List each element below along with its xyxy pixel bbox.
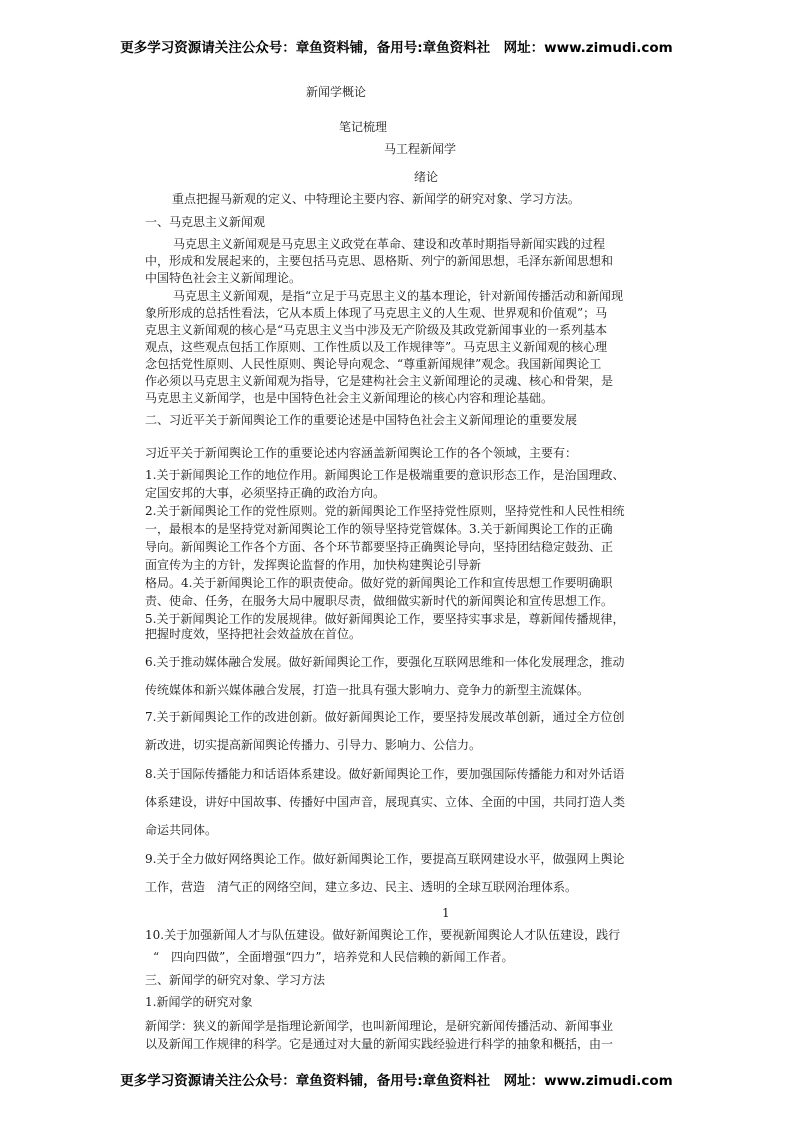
text-line: 10.关于加强新闻人才与队伍建设。做好新闻舆论工作，要视新闻舆论人才队伍建设，践行 [145, 928, 621, 942]
text-line: 中，形成和发展起来的，主要包括马克思、恩格斯、列宁的新闻思想，毛泽东新闻思想和 [145, 254, 614, 268]
text-line: 克思主义新闻观的核心是“马克思主义当中涉及无产阶级及其政党新闻事业的一系列基本 [145, 323, 608, 337]
chapter-title: 绪论 [414, 170, 439, 184]
focus-paragraph: 重点把握马新观的定义、中特理论主要内容、新闻学的研究对象、学习方法。 [172, 192, 581, 206]
footer-banner: 更多学习资源请关注公众号：章鱼资料铺，备用号:章鱼资料社 网址：www.zimudi.com [120, 1073, 673, 1089]
text-line: 命运共同体。 [145, 823, 218, 837]
text-line: 9.关于全力做好网络舆论工作。做好新闻舆论工作，要提高互联网建设水平，做强网上舆论 [145, 852, 625, 866]
text-line: 作必须以马克思主义新闻观为指导，它是建构社会主义新闻理论的灵魂、核心和骨架，是 [145, 374, 614, 388]
text-line: 7.关于新闻舆论工作的改进创新。做好新闻舆论工作，要坚持发展改革创新，通过全方位创 [145, 710, 625, 724]
list-item-7 [145, 708, 624, 754]
section-heading-1: 一、马克思主义新闻观 [145, 215, 266, 229]
header-banner: 更多学习资源请关注公众号：章鱼资料铺，备用号:章鱼资料社 网址：www.zimudi.com [120, 40, 673, 56]
text-line: “ 四向四做”，全面增强“四力”，培养党和人民信赖的新闻工作者。 [153, 950, 514, 964]
text-line: 马克思主义新闻学，也是中国特色社会主义新闻理论的核心内容和理论基础。 [145, 391, 554, 405]
section-heading-3: 三、新闻学的研究对象、学习方法 [145, 973, 326, 987]
section2-intro: 习近平关于新闻舆论工作的重要论述内容涵盖新闻舆论工作的各个领域，主要有： [145, 446, 578, 460]
item5-continuation: 把握时度效，坚持把社会效益放在首位。 [145, 627, 362, 641]
text-line: 5.关于新闻舆论工作的发展规律。做好新闻舆论工作，要坚持实事求是，尊新闻传播规律， [145, 612, 625, 626]
text-line: 8.关于国际传播能力和话语体系建设。做好新闻舆论工作，要加强国际传播能力和对外话语 [145, 767, 625, 781]
text-line: 导向。新闻舆论工作各个方面、各个环节都要坚持正确舆论导向，坚持团结稳定鼓劲、正 [145, 540, 614, 554]
text-line: 责、使命、任务，在服务大局中履职尽责，做细做实新时代的新闻舆论和宣传思想工作。 [145, 594, 614, 608]
text-line: 马克思主义新闻观，是指“立足于马克思主义的基本理论，针对新闻传播活动和新闻现 [173, 289, 624, 303]
text-line: 马克思主义新闻观是马克思主义政党在革命、建设和改革时期指导新闻实践的过程 [173, 237, 606, 251]
text-line: 观点，这些观点包括工作原则、工作性质以及工作规律等”。马克思主义新闻观的核心理 [145, 340, 608, 354]
text-line: 新闻学：狭义的新闻学是指理论新闻学，也叫新闻理论，是研究新闻传播活动、新闻事业 [145, 1019, 614, 1033]
text-line: 传统媒体和新兴媒体融合发展，打造一批具有强大影响力、竞争力的新型主流媒体。 [145, 683, 590, 697]
text-line: 1.关于新闻舆论工作的地位作用。新闻舆论工作是极端重要的意识形态工作，是治国理政、 [145, 468, 625, 482]
text-line: 体系建设，讲好中国故事、传播好中国声音，展现真实、立体、全面的中国，共同打造人类 [145, 795, 626, 809]
text-line: 念包括党性原则、人民性原则、舆论导向观念、“尊重新闻规律”观念。我国新闻舆论工 [145, 357, 602, 371]
text-line: 以及新闻工作规律的科学。它是通过对大量的新闻实践经验进行科学的抽象和概括，由一 [145, 1037, 614, 1051]
text-line: 定国安邦的大事，必须坚持正确的政治方向。 [145, 486, 386, 500]
page-number: 1 [442, 906, 450, 920]
text-line: 象所形成的总括性看法，它从本质上体现了马克思主义的人生观、世界观和价值观”；马 [145, 306, 608, 320]
text-line: 工作，营造 清气正的网络空间，建立多边、民主、透明的全球互联网治理体系。 [145, 880, 578, 894]
document-subtitle-textbook: 马工程新闻学 [384, 142, 457, 156]
text-line: 2.关于新闻舆论工作的党性原则。党的新闻舆论工作坚持党性原则，坚持党性和人民性相统 [145, 504, 625, 518]
section-heading-2: 二、习近平关于新闻舆论工作的重要论述是中国特色社会主义新闻理论的重要发展 [145, 413, 578, 427]
section1-paragraph-1 [145, 236, 613, 287]
list-item-6 [145, 653, 624, 699]
text-line: 一，最根本的是坚持党对新闻舆论工作的领导坚持党管媒体。3.关于新闻舆论工作的正确 [145, 522, 613, 536]
document-title: 新闻学概论 [306, 85, 367, 99]
text-line: 新改进，切实提高新闻舆论传播力、引导力、影响力、公信力。 [145, 738, 482, 752]
section1-paragraph-2 [145, 288, 623, 407]
text-line: 面宣传为主的方针，发挥舆论监督的作用，加快构建舆论引导新 [145, 558, 482, 572]
text-line: 6.关于推动媒体融合发展。做好新闻舆论工作，要强化互联网思维和一体化发展理念，推动 [145, 655, 625, 669]
section3-subheading-1: 1.新闻学的研究对象 [145, 995, 253, 1009]
text-line: 中国特色社会主义新闻理论。 [145, 271, 302, 285]
list-item-10 [145, 926, 620, 966]
section3-paragraph-1 [145, 1017, 613, 1053]
text-line: 格局。4.关于新闻舆论工作的职责使命。做好党的新闻舆论工作和宣传思想工作要明确职 [145, 576, 613, 590]
list-item-9 [145, 850, 624, 896]
list-item-8 [145, 765, 625, 839]
document-subtitle-notes: 笔记梳理 [339, 120, 388, 134]
section2-items-block [145, 466, 624, 628]
